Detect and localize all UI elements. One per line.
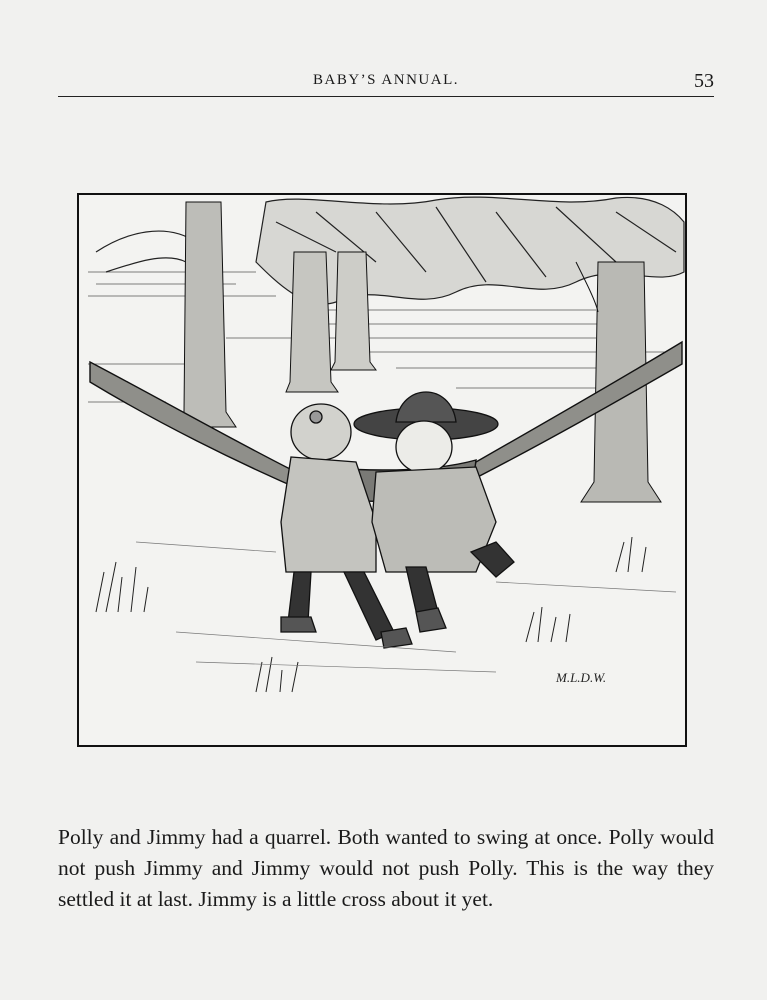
artist-signature: M.L.D.W. bbox=[556, 670, 607, 685]
page-number: 53 bbox=[694, 70, 714, 92]
running-title: BABY’S ANNUAL. bbox=[312, 72, 459, 88]
engraved-illustration bbox=[76, 192, 688, 748]
running-header bbox=[58, 66, 714, 97]
story-paragraph: Polly and Jimmy had a quarrel. Both wanted to swing at once. Polly would not push Jimmy and Jimmy would not push Polly. This is the way they settled it at last. Jimmy is a little cross about it yet. bbox=[58, 825, 714, 911]
story-text bbox=[58, 822, 714, 915]
